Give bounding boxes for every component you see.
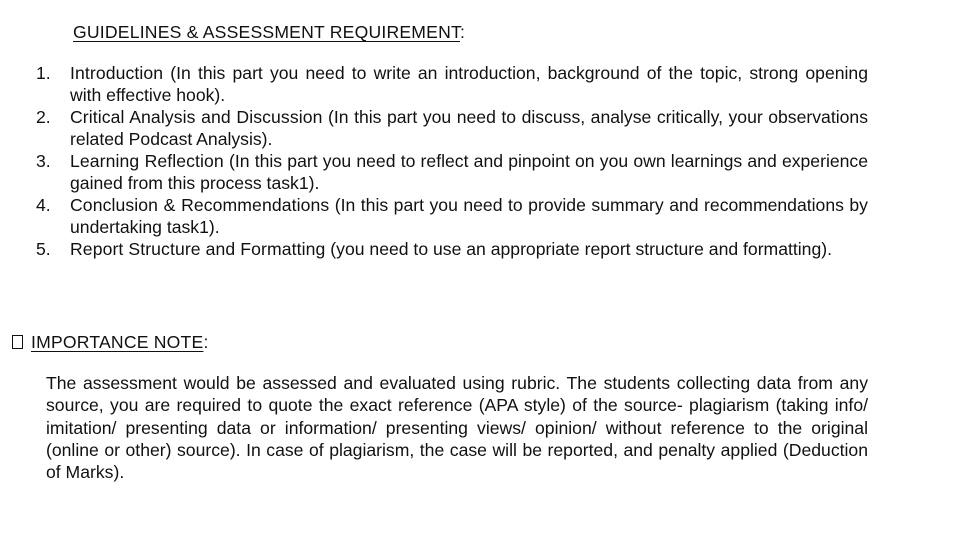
list-item-description: (In this part you need to discuss, analyse critically, your observations related Podcast Analysis).	[70, 107, 868, 149]
list-item	[36, 238, 868, 260]
guidelines-heading-colon: :	[459, 22, 466, 42]
list-item	[36, 150, 868, 194]
importance-note-heading	[12, 331, 209, 353]
list-item-term: Critical Analysis and Discussion	[70, 107, 323, 127]
list-item	[36, 62, 868, 106]
list-item-term: Learning Reflection	[70, 151, 224, 171]
importance-note-title: IMPORTANCE NOTE	[31, 332, 204, 352]
list-item-description: (you need to use an appropriate report structure and formatting).	[325, 239, 832, 259]
list-item-number: 3.	[36, 151, 51, 171]
list-item-term: Conclusion & Recommendations	[70, 195, 330, 215]
list-item-number: 4.	[36, 195, 51, 215]
requirements-list	[36, 62, 868, 260]
list-item	[36, 106, 868, 150]
list-item	[36, 194, 868, 238]
bullet-box-icon	[12, 335, 23, 349]
list-item-description: (In this part you need to write an introduction, background of the topic, strong opening with effective hook).	[70, 63, 868, 105]
list-item-term: Report Structure and Formatting	[70, 239, 326, 259]
importance-note-body: The assessment would be assessed and evaluated using rubric. The students collecting data from any source, you are required to quote the exact reference (APA style) of the source- plagiarism (taking info/ imitation/ presenting data or information/ presenting views/ opinion/ without reference to the original (online or other) source). In case of plagiarism, the case will be reported, and penalty applied (Deduction of Marks).	[46, 373, 868, 483]
list-item-description: (In this part you need to provide summary and recommendations by undertaking task1).	[70, 195, 868, 237]
list-item-description: (In this part you need to reflect and pinpoint on you own learnings and experience gained from this process task1).	[70, 151, 869, 193]
guidelines-heading-title: GUIDELINES & ASSESSMENT REQUIREMENT	[73, 22, 460, 42]
list-item-number: 2.	[36, 107, 51, 127]
list-item-number: 1.	[36, 63, 51, 83]
importance-note-colon: :	[203, 332, 209, 352]
list-item-term: Introduction	[70, 63, 164, 83]
guidelines-heading	[73, 21, 465, 43]
list-item-number: 5.	[36, 239, 51, 259]
